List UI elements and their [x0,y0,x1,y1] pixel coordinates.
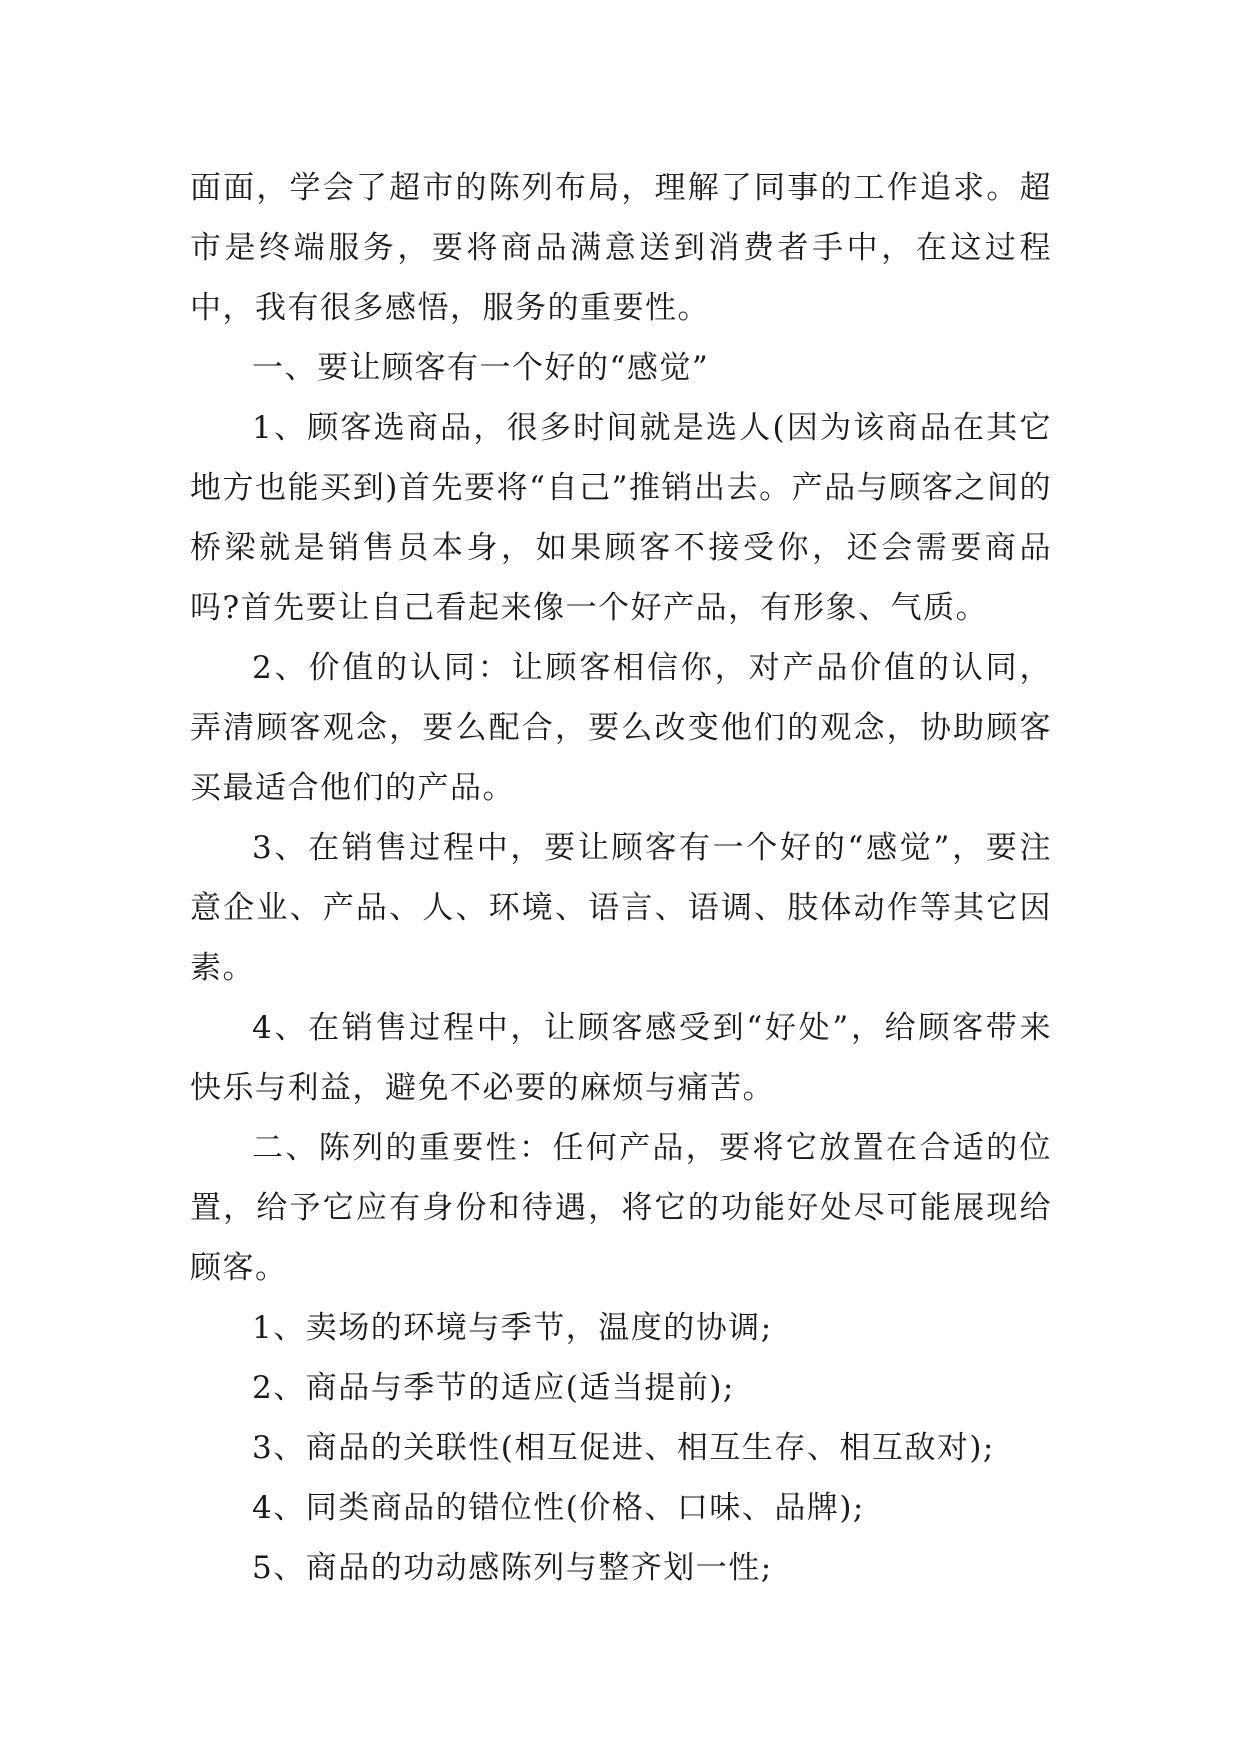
list-item-2-1: 1、卖场的环境与季节，温度的协调; [252,1310,773,1346]
list-item-2-4: 4、同类商品的错位性(价格、口味、品牌); [252,1490,865,1526]
list-item-1-2: 2、价值的认同：让顾客相信你，对产品价值的认同，弄清顾客观念，要么配合，要么改变他们的观念，协助顾客买最适合他们的产品。 [190,650,1052,806]
list-item-2-2: 2、商品与季节的适应(适当提前); [252,1370,735,1406]
list-item-2-5: 5、商品的功动感陈列与整齐划一性; [252,1550,773,1586]
section-heading-1: 一、要让顾客有一个好的“感觉” [252,350,710,386]
paragraph-continuation: 面面，学会了超市的陈列布局，理解了同事的工作追求。超市是终端服务，要将商品满意送到消费者手中，在这过程中，我有很多感悟，服务的重要性。 [190,170,1052,326]
list-item-1-3: 3、在销售过程中，要让顾客有一个好的“感觉”，要注意企业、产品、人、环境、语言、语调、肢体动作等其它因素。 [190,830,1052,986]
list-item-1-4: 4、在销售过程中，让顾客感受到“好处”，给顾客带来快乐与利益，避免不必要的麻烦与痛苦。 [190,1010,1052,1106]
list-item-2-3: 3、商品的关联性(相互促进、相互生存、相互敌对); [252,1430,995,1466]
document-body [190,158,1052,1598]
list-item-1-1: 1、顾客选商品，很多时间就是选人(因为该商品在其它地方也能买到)首先要将“自己”推销出去。产品与顾客之间的桥梁就是销售员本身，如果顾客不接受你，还会需要商品吗?首先要让自己看起来像一个好产品，有形象、气质。 [190,410,1052,626]
section-heading-2: 二、陈列的重要性：任何产品，要将它放置在合适的位置，给予它应有身份和待遇，将它的功能好处尽可能展现给顾客。 [190,1130,1052,1286]
